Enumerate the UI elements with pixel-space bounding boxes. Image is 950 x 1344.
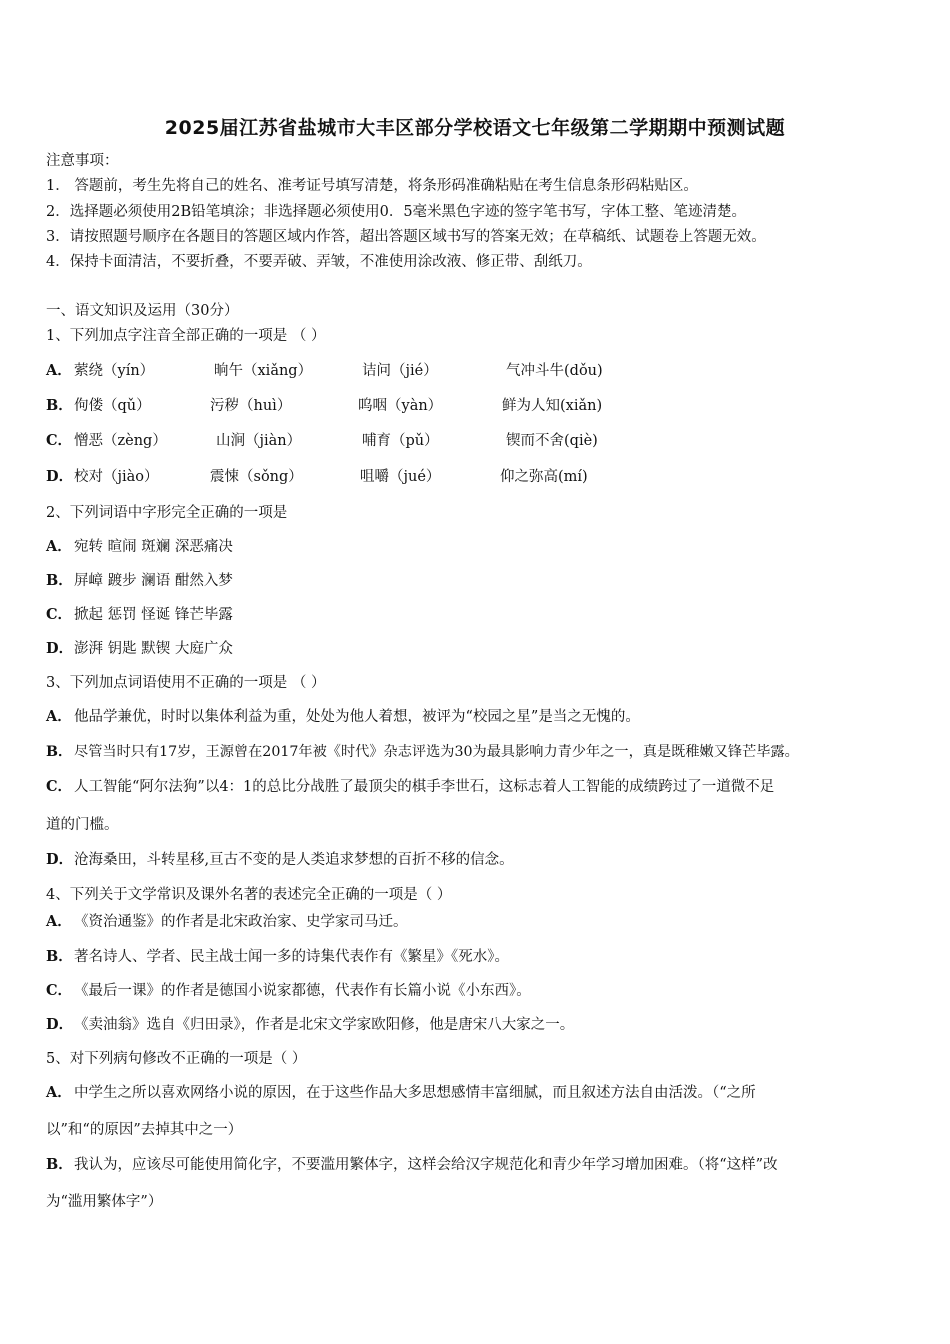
page-title: 2025届江苏省盐城市大丰区部分学校语文七年级第二学期期中预测试题 [164,117,786,139]
option-label: D． [46,851,74,868]
option-text: 宛转 暄闹 斑斓 深恶痛决 [74,539,233,555]
option-cell: 震悚（sǒng） [210,469,303,485]
option-label: A． [46,1084,72,1101]
option-cell: 佝偻（qǔ） [74,398,151,414]
option-label: A． [46,708,72,725]
option-text: 《最后一课》的作者是德国小说家都德，代表作有长篇小说《小东西》。 [74,983,531,999]
option-text: 我认为，应该尽可能使用简化字，不要滥用繁体字，这样会给汉字规范化和青少年学习增加困难。（将“这样”改 [74,1157,778,1173]
option-text: 人工智能“阿尔法狗”以4：1的总比分战胜了最顶尖的棋手李世石，这标志着人工智能的成绩跨过了一道微不足 [74,779,775,795]
q3-option-c-cont: 道的门槛。 [46,817,119,833]
option-cell: 哺育（pǔ） [362,433,439,449]
option-cell: 萦绕（yín） [74,363,155,379]
notice-heading: 注意事项： [46,153,119,169]
option-cell: 诘问（jié） [362,363,438,379]
option-label: C． [46,982,73,999]
notice-item-4: 4．保持卡面清洁，不要折叠，不要弄破、弄皱，不准使用涂改液、修正带、刮纸刀。 [46,254,592,270]
option-label: B． [46,744,73,760]
option-label: B． [46,948,73,965]
option-text: 他品学兼优，时时以集体利益为重，处处为他人着想，被评为“校园之星”是当之无愧的。 [74,709,640,725]
option-text: 沧海桑田，斗转星移,亘古不变的是人类追求梦想的百折不移的信念。 [74,852,514,868]
q5-stem: 5、对下列病句修改不正确的一项是（ ） [46,1051,307,1067]
option-text: 著名诗人、学者、民主战士闻一多的诗集代表作有《繁星》《死水》。 [74,949,509,965]
option-label: A． [46,913,72,930]
option-cell: 憎恶（zèng） [74,433,167,449]
option-text: 中学生之所以喜欢网络小说的原因，在于这些作品大多思想感情丰富细腻，而且叙述方法自由活泼。（“之所 [74,1085,756,1101]
notice-item-2: 2．选择题必须使用2B铅笔填涂；非选择题必须使用0．5毫米黑色字迹的签字笔书写，字体工整、笔迹清楚。 [46,204,747,220]
option-label: A． [46,538,72,555]
option-cell: 校对（jiào） [74,469,159,485]
option-label: B． [46,1156,73,1173]
option-cell: 锲而不舍(qiè) [506,433,598,449]
q2-stem: 2、下列词语中字形完全正确的一项是 [46,505,288,521]
option-text: 《资治通鉴》的作者是北宋政治家、史学家司马迁。 [74,914,408,930]
option-cell: 仰之弥高(mí) [500,469,588,485]
option-cell: 污秽（huì） [210,398,292,414]
q3-stem: 3、下列加点词语使用不正确的一项是 （ ） [46,675,326,691]
section-heading: 一、语文知识及运用（30分） [46,303,239,319]
option-label: D． [46,1016,74,1033]
option-text: 《卖油翁》选自《归田录》，作者是北宋文学家欧阳修，他是唐宋八大家之一。 [74,1017,575,1033]
option-label: A． [46,362,72,379]
option-text: 掀起 惩罚 怪诞 锋芒毕露 [74,607,233,623]
option-cell: 鲜为人知(xiǎn) [502,398,603,414]
option-label: B． [46,397,73,414]
notice-item-1: 1． 答题前，考生先将自己的姓名、准考证号填写清楚，将条形码准确粘贴在考生信息条形码粘贴区。 [46,178,698,194]
option-cell: 晌午（xiǎng） [214,363,313,379]
q4-stem: 4、下列关于文学常识及课外名著的表述完全正确的一项是（ ） [46,887,452,903]
q1-stem: 1、下列加点字注音全部正确的一项是 （ ） [46,328,326,344]
option-label: D． [46,640,74,657]
option-cell: 气冲斗牛(dǒu) [506,363,603,379]
q5-option-a-cont: 以”和“的原因”去掉其中之一） [46,1122,243,1138]
option-label: D． [46,468,74,485]
notice-item-3: 3．请按照题号顺序在各题目的答题区域内作答，超出答题区域书写的答案无效；在草稿纸、试题卷上答题无效。 [46,229,766,245]
option-cell: 山涧（jiàn） [216,433,302,449]
option-label: C． [46,606,73,623]
option-text: 屏嶂 踱步 澜语 酣然入梦 [74,573,233,589]
option-label: C． [46,778,73,795]
option-text: 尽管当时只有17岁，王源曾在2017年被《时代》杂志评选为30为最具影响力青少年之一，真是既稚嫩又锋芒毕露。 [74,744,799,760]
option-cell: 咀嚼（jué） [360,469,441,485]
option-label: C． [46,432,73,449]
option-text: 澎湃 钥匙 默锲 大庭广众 [74,641,233,657]
q5-option-b-cont: 为“滥用繁体字”） [46,1194,163,1210]
option-label: B． [46,572,73,589]
option-cell: 呜咽（yàn） [358,398,443,414]
